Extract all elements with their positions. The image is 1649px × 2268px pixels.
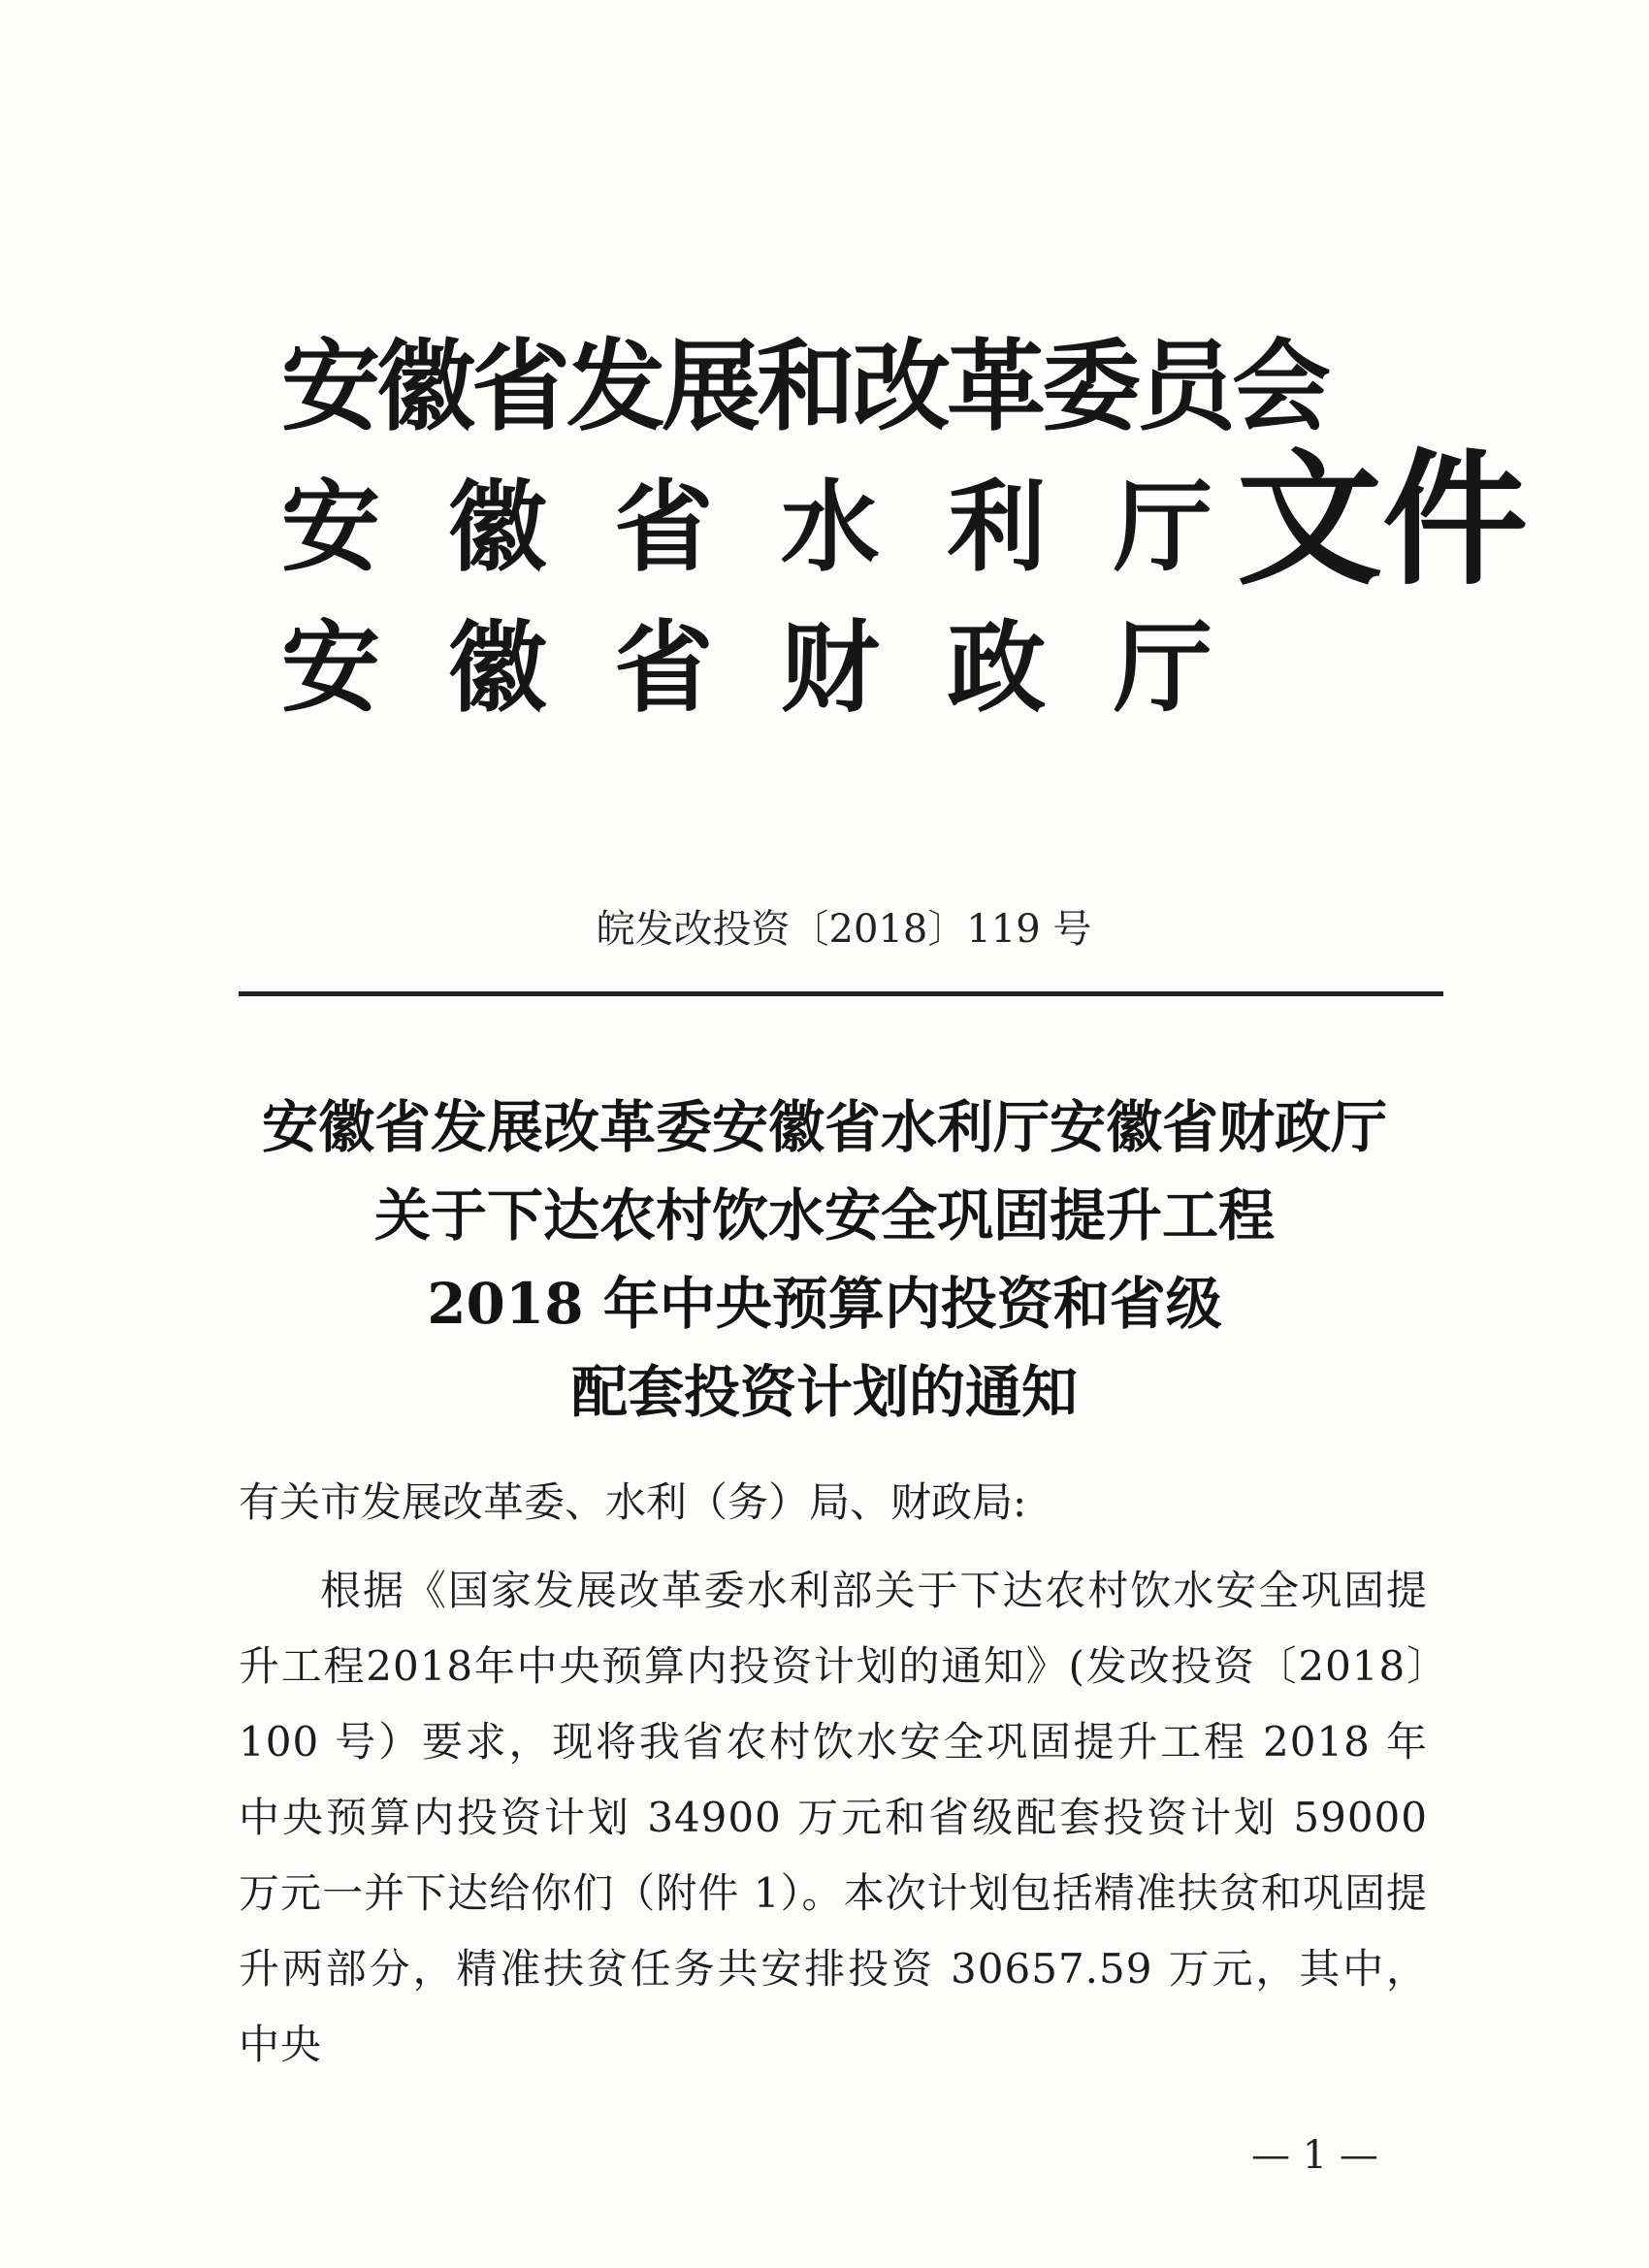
title-line: 配套投资计划的通知 bbox=[570, 1359, 1078, 1425]
header-divider bbox=[239, 991, 1443, 996]
letterhead-char: 利 bbox=[947, 470, 1047, 586]
salutation: 有关市发展改革委、水利（务）局、财政局: bbox=[239, 1478, 1027, 1526]
page-number: — 1 — bbox=[1251, 2133, 1378, 2178]
letterhead-char: 安 bbox=[281, 611, 380, 727]
letterhead-char: 厅 bbox=[1113, 611, 1212, 727]
letterhead-org-water bbox=[281, 470, 1212, 587]
letterhead-char: 徽 bbox=[447, 611, 547, 727]
letterhead bbox=[281, 330, 1529, 737]
letterhead-document-suffix: 文件 bbox=[1237, 437, 1529, 605]
title-line: 安徽省发展改革委安徽省水利厅安徽省财政厅 bbox=[261, 1094, 1387, 1160]
letterhead-char: 水 bbox=[780, 470, 880, 586]
title-line: 关于下达农村饮水安全巩固提升工程 bbox=[373, 1183, 1275, 1248]
letterhead-char: 财 bbox=[780, 611, 880, 727]
letterhead-char: 徽 bbox=[447, 470, 547, 586]
letterhead-char: 省 bbox=[614, 470, 714, 586]
letterhead-char: 安 bbox=[281, 470, 380, 586]
letterhead-char: 厅 bbox=[1113, 470, 1212, 586]
document-number: 皖发改投资〔2018〕119 号 bbox=[596, 907, 1092, 952]
letterhead-char: 省 bbox=[614, 611, 714, 727]
document-title bbox=[194, 1094, 1455, 1425]
letterhead-org-drc: 安徽省发展和改革委员会 bbox=[281, 330, 1327, 445]
title-line: 2018 年中央预算内投资和省级 bbox=[427, 1271, 1222, 1337]
letterhead-char: 政 bbox=[947, 611, 1047, 727]
body-paragraph: 根据《国家发展改革委水利部关于下达农村饮水安全巩固提升工程2018年中央预算内投资计划的通知》(发改投资〔2018〕100 号）要求，现将我省农村饮水安全巩固提升工程 2018 年中央预算内投资计划 34900 万元和省级配套投资计划 59000 万元一并下达给你们（附件 1）。本次计划包括精准扶贫和巩固提升两部分，精准扶贫任务共安排投资 30657.59 万元，其中，中央 bbox=[239, 1567, 1428, 2068]
letterhead-org-finance bbox=[281, 611, 1212, 728]
